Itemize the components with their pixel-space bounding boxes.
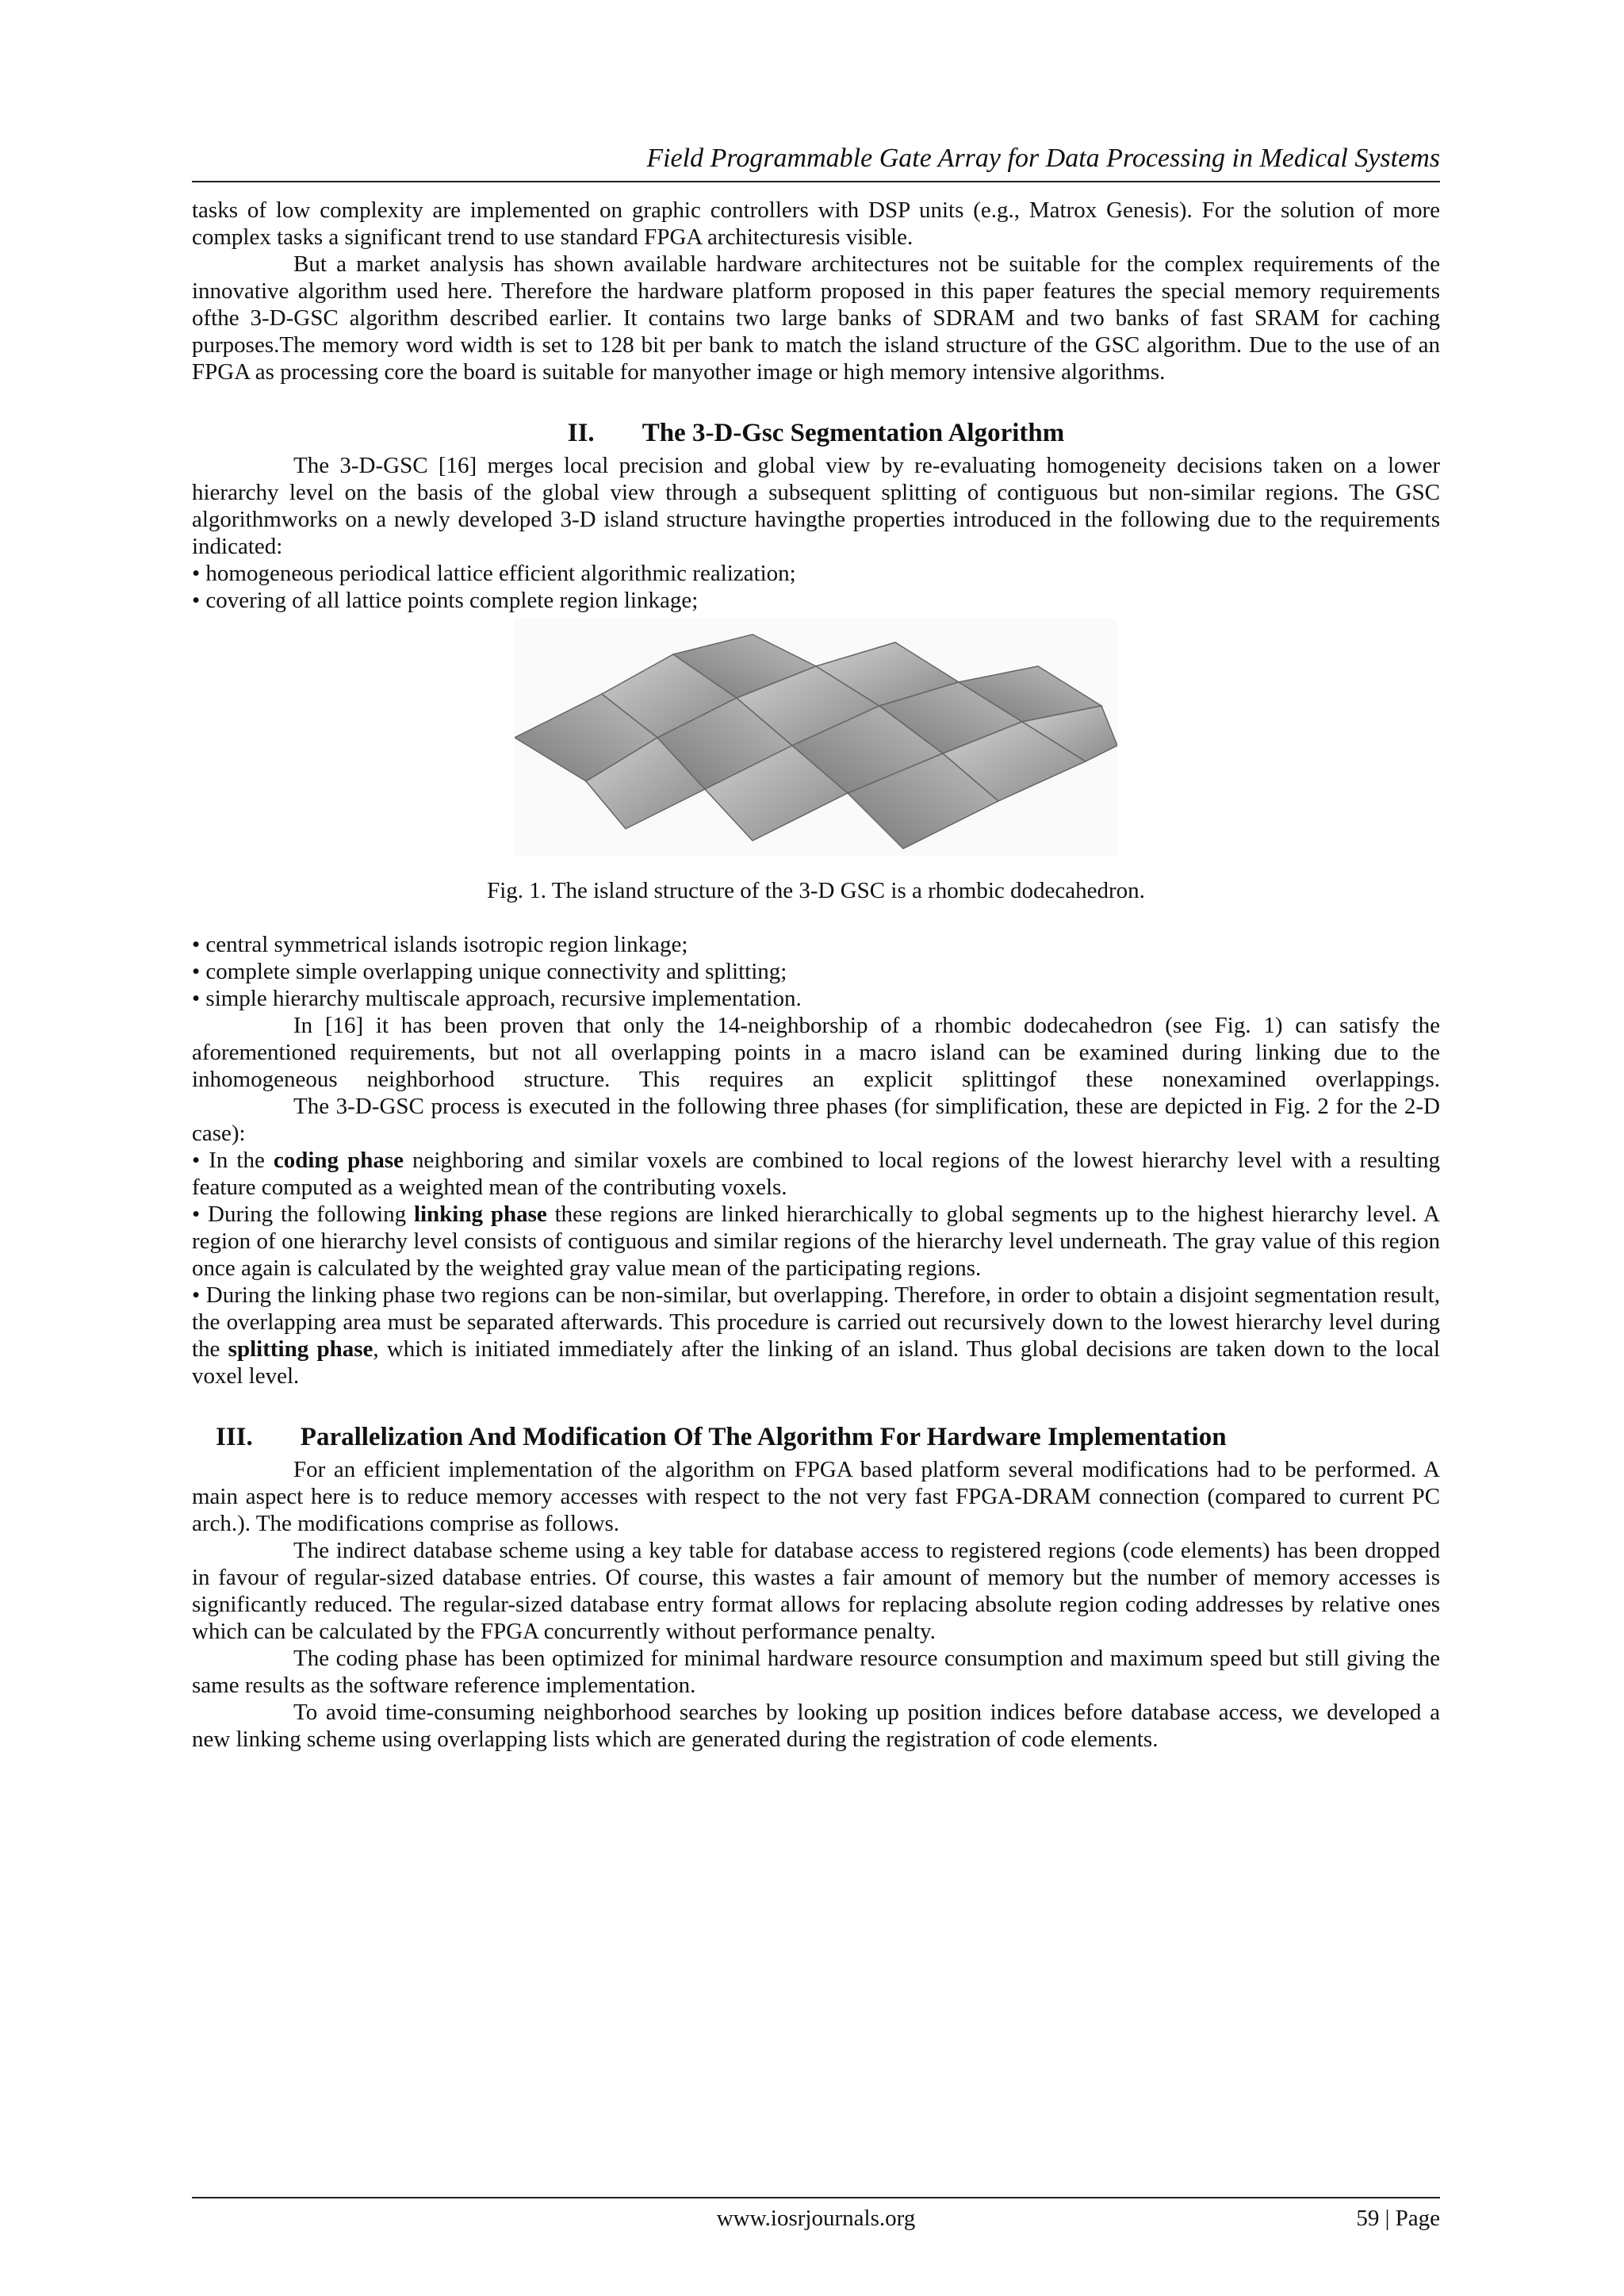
- bullet-item: • central symmetrical islands isotropic region linkage;: [192, 932, 688, 957]
- bullet-item: • covering of all lattice points complete region linkage;: [192, 588, 699, 613]
- paragraph: The coding phase has been optimized for minimal hardware resource consumption and maximum speed but still giving the same results as the software reference implementation.: [192, 1646, 1440, 1698]
- footer-website[interactable]: www.iosrjournals.org: [716, 2206, 916, 2231]
- section-heading: [216, 1421, 1440, 1453]
- page-number: 59 | Page: [1356, 2206, 1440, 2231]
- coding-phase-item: • In the coding phase neighboring and similar voxels are combined to local regions of the lowest hierarchy level with a resulting feature computed as a weighted mean of the contributing voxels.: [192, 1148, 1440, 1200]
- figure-caption: Fig. 1. The island structure of the 3-D GSC is a rhombic dodecahedron.: [487, 878, 1145, 903]
- bullet-item: • simple hierarchy multiscale approach, recursive implementation.: [192, 986, 802, 1011]
- paragraph: The indirect database scheme using a key table for database access to registered regions (code elements) has been dropped in favour of regular-sized database entries. Of course, this wastes a fair amount of memory but the number of memory accesses is significantly reduced. The regular-sized database entry format allows for replacing absolute region coding addresses by relative ones which can be calculated by the FPGA concurrently without performance penalty.: [192, 1538, 1440, 1644]
- paragraph: The 3-D-GSC process is executed in the following three phases (for simplification, these are depicted in Fig. 2 for the 2-D case):: [192, 1094, 1440, 1146]
- section-heading: [192, 417, 1440, 449]
- bullet-item: • homogeneous periodical lattice efficient algorithmic realization;: [192, 561, 796, 586]
- paragraph: tasks of low complexity are implemented on graphic controllers with DSP units (e.g., Matrox Genesis). For the solution of more complex tasks a significant trend to use standard FPGA architecturesis visible.: [192, 197, 1440, 250]
- paragraph: The 3-D-GSC [16] merges local precision and global view by re-evaluating homogeneity decisions taken on a lower hierarchy level on the basis of the global view through a subsequent splitting of contiguous but non-similar regions. The GSC algorithmworks on a newly developed 3-D island structure havingthe properties introduced in the following due to the requirements indicated:: [192, 453, 1440, 559]
- section-title: Parallelization And Modification Of The Algorithm For Hardware Implementation: [300, 1423, 1227, 1451]
- paragraph: In [16] it has been proven that only the 14-neighborship of a rhombic dodecahedron (see Fig. 1) can satisfy the aforementioned requirements, but not all overlapping points in a macro island can be examined during linking due to the inhomogeneous neighborhood structure. This requires an explicit splittingof these nonexamined overlappings.: [192, 1013, 1440, 1092]
- figure-1: [192, 619, 1440, 857]
- page-footer: [192, 2197, 1440, 2232]
- splitting-phase-item: • During the linking phase two regions can be non-similar, but overlapping. Therefore, in order to obtain a disjoint segmentation result, the overlapping area must be separated afterwards. This procedure is carried out recursively down to the lowest hierarchy level during the splitting phase, which is initiated immediately after the linking of an island. Thus global decisions are taken down to the local voxel level.: [192, 1282, 1440, 1389]
- paragraph: But a market analysis has shown available hardware architectures not be suitable for the complex requirements of the innovative algorithm used here. Therefore the hardware platform proposed in this paper features the special memory requirements ofthe 3-D-GSC algorithm described earlier. It contains two large banks of SDRAM and two banks of fast SRAM for caching purposes.The memory word width is set to 128 bit per bank to match the island structure of the GSC algorithm. Due to the use of an FPGA as processing core the board is suitable for manyother image or high memory intensive algorithms.: [192, 251, 1440, 385]
- linking-phase-item: • During the following linking phase these regions are linked hierarchically to global segments up to the highest hierarchy level. A region of one hierarchy level consists of contiguous and similar regions of the hierarchy level underneath. The gray value of this region once again is calculated by the weighted gray value mean of the participating regions.: [192, 1202, 1440, 1281]
- rhombic-dodecahedron-image: [515, 619, 1117, 857]
- bullet-item: • complete simple overlapping unique connectivity and splitting;: [192, 959, 787, 984]
- page-body: [192, 143, 1440, 1753]
- section-title: The 3-D-Gsc Segmentation Algorithm: [642, 419, 1065, 447]
- paragraph: To avoid time-consuming neighborhood searches by looking up position indices before database access, we developed a new linking scheme using overlapping lists which are generated during the registration of code elements.: [192, 1700, 1440, 1752]
- running-title: Field Programmable Gate Array for Data Processing in Medical Systems: [192, 143, 1440, 182]
- paragraph: For an efficient implementation of the algorithm on FPGA based platform several modifications had to be performed. A main aspect here is to reduce memory accesses with respect to the not very fast FPGA-DRAM connection (compared to current PC arch.). The modifications comprise as follows.: [192, 1457, 1440, 1536]
- section-number: III.: [216, 1423, 253, 1451]
- section-number: II.: [567, 419, 595, 447]
